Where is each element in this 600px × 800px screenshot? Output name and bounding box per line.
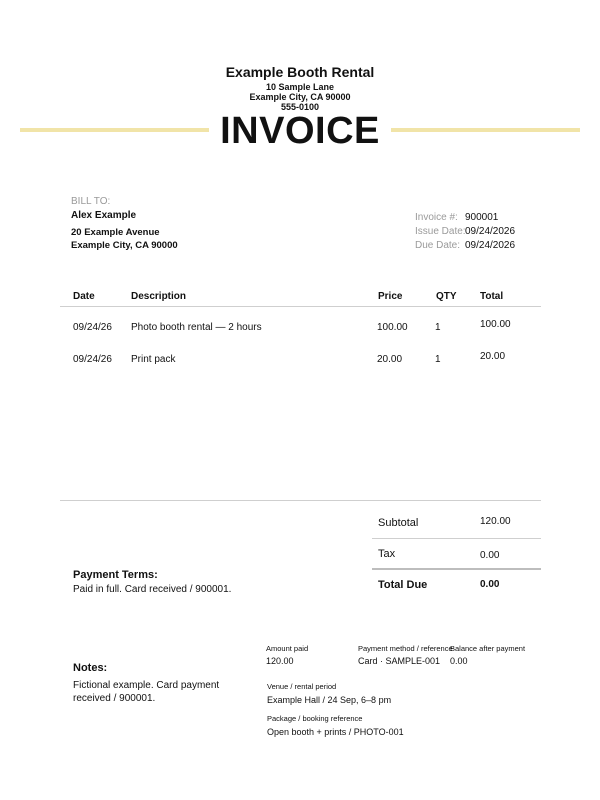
invoice-number: 900001 <box>465 212 499 223</box>
issue-date-label: Issue Date: <box>415 226 466 237</box>
amount-paid-value: 120.00 <box>266 656 294 666</box>
row-total: 20.00 <box>480 351 506 362</box>
package-value: Open booth + prints / PHOTO-001 <box>267 727 404 737</box>
bill-to-label: BILL TO: <box>71 196 111 207</box>
invoice-number-label: Invoice #: <box>415 212 458 223</box>
tax-label: Tax <box>378 548 396 560</box>
payment-method-label: Payment method / reference <box>358 644 453 653</box>
row-description: Print pack <box>131 354 176 365</box>
amount-paid-label: Amount paid <box>266 644 309 653</box>
tax-value: 0.00 <box>480 550 500 561</box>
venue-value: Example Hall / 24 Sep, 6–8 pm <box>267 695 392 705</box>
row-date: 09/24/26 <box>73 354 112 365</box>
issue-date: 09/24/2026 <box>465 226 516 237</box>
payment-terms-text: Paid in full. Card received / 900001. <box>73 584 232 595</box>
total-due-label: Total Due <box>378 579 428 591</box>
payment-method-value: Card · SAMPLE-001 <box>358 656 441 666</box>
notes-title: Notes: <box>73 662 108 674</box>
row-price: 100.00 <box>377 322 408 333</box>
tax-rule <box>372 568 541 570</box>
company-phone: 555-0100 <box>280 102 320 112</box>
company-address-line-1: 10 Sample Lane <box>265 82 335 92</box>
bill-to-address-1: 20 Example Avenue <box>71 227 160 238</box>
col-header-description: Description <box>131 291 187 302</box>
table-header-rule <box>60 306 541 307</box>
row-price: 20.00 <box>377 354 403 365</box>
accent-band-left <box>20 128 209 132</box>
row-qty: 1 <box>435 354 441 365</box>
company-address-line-2: Example City, CA 90000 <box>249 92 351 102</box>
col-header-date: Date <box>73 291 95 302</box>
col-header-total: Total <box>480 291 504 302</box>
bill-to-address-2: Example City, CA 90000 <box>71 240 178 251</box>
venue-label: Venue / rental period <box>267 682 337 691</box>
invoice-title: INVOICE <box>220 110 380 152</box>
bill-to-name: Alex Example <box>71 210 137 221</box>
accent-band-right <box>391 128 580 132</box>
due-date: 09/24/2026 <box>465 240 516 251</box>
col-header-qty: QTY <box>436 291 457 302</box>
balance-after-payment-value: 0.00 <box>450 656 468 666</box>
company-name: Example Booth Rental <box>225 64 375 80</box>
balance-after-payment-label: Balance after payment <box>450 644 526 653</box>
row-date: 09/24/26 <box>73 322 112 333</box>
package-label: Package / booking reference <box>267 714 363 723</box>
col-header-price: Price <box>378 291 403 302</box>
subtotal-rule <box>372 538 541 539</box>
due-date-label: Due Date: <box>415 240 461 251</box>
row-qty: 1 <box>435 322 441 333</box>
notes-text: Fictional example. Card payment received / 900001. <box>73 680 220 704</box>
summary-divider <box>60 500 541 501</box>
total-due-value: 0.00 <box>480 579 500 590</box>
payment-terms-title: Payment Terms: <box>73 569 158 581</box>
subtotal-value: 120.00 <box>480 516 511 527</box>
subtotal-label: Subtotal <box>378 517 419 529</box>
row-total: 100.00 <box>480 319 511 330</box>
row-description: Photo booth rental — 2 hours <box>131 322 262 333</box>
